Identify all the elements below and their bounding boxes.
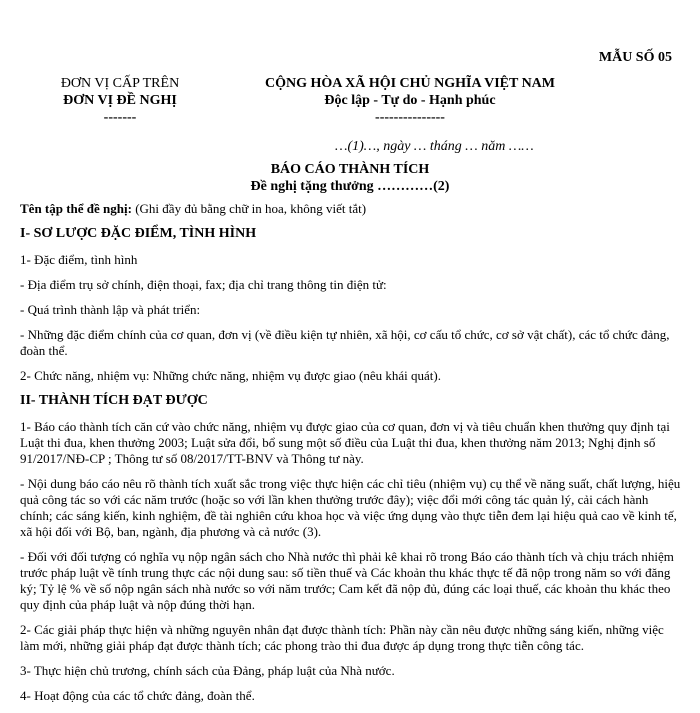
- paragraph: 2- Các giải pháp thực hiện và những nguyên nhân đạt được thành tích: Phần này cần nêu được những sáng kiến, những việc làm mới, những giải pháp đạt được thành tích; các phong trào thi đua được áp dụng trong thực tiễn công tác.: [20, 622, 664, 653]
- issuing-unit-header: [50, 75, 190, 126]
- section1-heading: I- SƠ LƯỢC ĐẶC ĐIỂM, TÌNH HÌNH: [20, 226, 257, 241]
- paragraph: - Những đặc điểm chính của cơ quan, đơn vị (về điều kiện tự nhiên, xã hội, cơ cấu tổ chức, cơ sở vật chất), các tổ chức đảng, đoàn thể.: [20, 327, 670, 358]
- title-sub: Đề nghị tặng thưởng …………(2): [250, 179, 450, 194]
- collective-name-line: [20, 201, 682, 217]
- superior-unit-label: ĐƠN VỊ CẤP TRÊN: [60, 76, 180, 91]
- national-header: [210, 75, 610, 126]
- section2-heading: II- THÀNH TÍCH ĐẠT ĐƯỢC: [20, 393, 208, 408]
- paragraph: - Đối với đối tượng có nghĩa vụ nộp ngân sách cho Nhà nước thì phải kê khai rõ trong Báo cáo thành tích và chịu trách nhiệm trước pháp luật về tính trung thực các nội dung sau: số tiền thuế và Các khoản thu khác thực tế đã nộp trong năm so với đăng ký; Tỷ lệ % về số nộp ngân sách nhà nước so với năm trước; Cam kết đã nộp đủ, đúng các loại thuế, các khoản thu khác theo quy định của pháp luật và nộp đúng thời hạn.: [20, 549, 674, 612]
- national-motto: Độc lập - Tự do - Hạnh phúc: [324, 93, 496, 108]
- left-header-divider: -------: [103, 110, 137, 125]
- paragraph: 4- Hoạt động của các tổ chức đảng, đoàn thể.: [20, 688, 255, 703]
- paragraph: 3- Thực hiện chủ trương, chính sách của Đảng, pháp luật của Nhà nước.: [20, 663, 395, 678]
- collective-name-hint: (Ghi đầy đủ bằng chữ in hoa, không viết tắt): [131, 201, 367, 216]
- paragraph: - Quá trình thành lập và phát triển:: [20, 302, 201, 317]
- title-main: BÁO CÁO THÀNH TÍCH: [270, 162, 430, 177]
- form-number: MẪU SỐ 05: [598, 50, 672, 65]
- paragraph: 2- Chức năng, nhiệm vụ: Những chức năng, nhiệm vụ được giao (nêu khái quát).: [20, 368, 441, 383]
- paragraph: - Địa điểm trụ sở chính, điện thoại, fax; địa chỉ trang thông tin điện tử:: [20, 277, 387, 292]
- paragraph: 1- Đặc điểm, tình hình: [20, 252, 138, 267]
- country-name: CỘNG HÒA XÃ HỘI CHỦ NGHĨA VIỆT NAM: [264, 76, 555, 91]
- paragraph: 1- Báo cáo thành tích căn cứ vào chức năng, nhiệm vụ được giao của cơ quan, đơn vị và tiêu chuẩn khen thưởng quy định tại Luật thi đua, khen thưởng 2003; Luật sửa đổi, bổ sung một số điều của Luật thi đua, khen thưởng năm 2013; Nghị định số 91/2017/NĐ-CP ; Thông tư số 08/2017/TT-BNV và Thông tư này.: [20, 419, 670, 466]
- place-date-line: …(1)…, ngày … tháng … năm ……: [335, 139, 534, 154]
- document-body: [20, 201, 682, 713]
- proposing-unit-label: ĐƠN VỊ ĐỀ NGHỊ: [63, 93, 177, 108]
- right-header-divider: ---------------: [375, 110, 445, 125]
- document-title: [0, 161, 700, 195]
- collective-name-label: Tên tập thể đề nghị:: [20, 201, 132, 216]
- paragraph: - Nội dung báo cáo nêu rõ thành tích xuất sắc trong việc thực hiện các chỉ tiêu (nhiệm vụ) cụ thể về năng suất, chất lượng, hiệu quả công tác so với các năm trước (hoặc so với lần khen thưởng trước đây); việc đổi mới công tác quản lý, cải cách hành chính; các sáng kiến, kinh nghiệm, đề tài nghiên cứu khoa học và việc ứng dụng vào thực tiễn đem lại hiệu quả cao về kinh tế, xã hội đối với Bộ, ban, ngành, địa phương và cả nước (3).: [20, 476, 681, 539]
